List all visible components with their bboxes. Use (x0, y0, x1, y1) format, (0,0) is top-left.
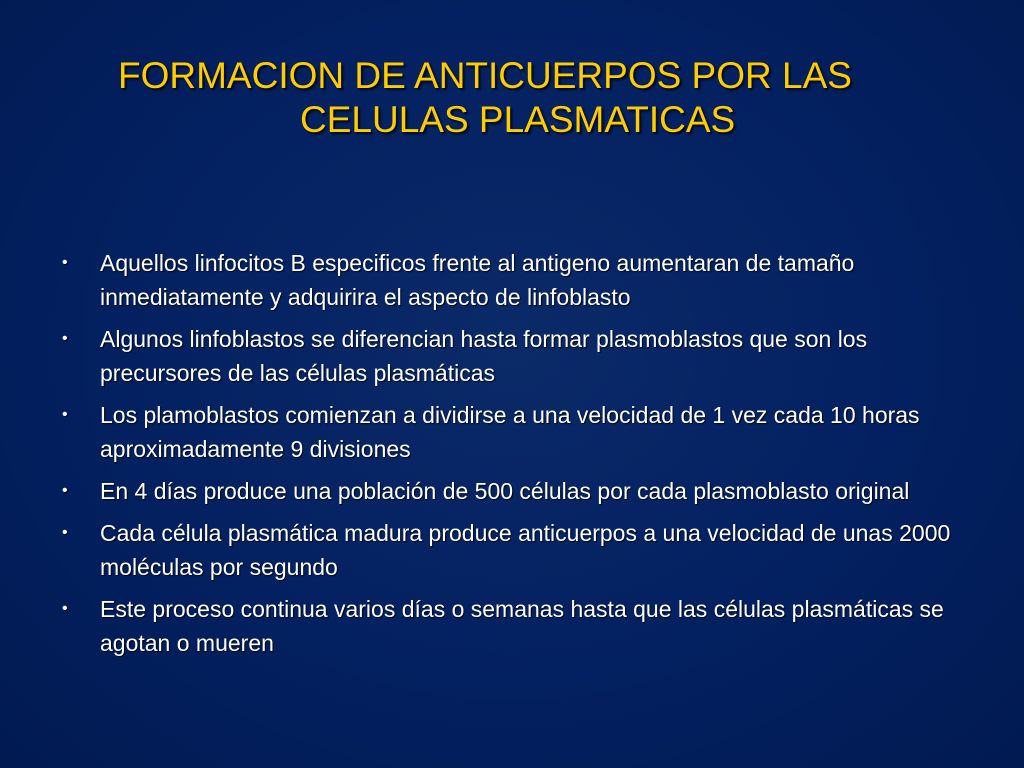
bullet-marker: • (62, 524, 68, 541)
bullet-item (60, 592, 965, 660)
slide-title-line-1: FORMACION DE ANTICUERPOS POR LAS (118, 55, 852, 96)
slide-title-line-2: CELULAS PLASMATICAS (300, 99, 736, 140)
bullet-text: Este proceso continua varios días o semanas hasta que las células plasmáticas se agotan o mueren (100, 596, 944, 656)
bullet-text: Los plamoblastos comienzan a dividirse a una velocidad de 1 vez cada 10 horas aproximadamente 9 divisiones (100, 402, 920, 462)
bullet-item (60, 474, 965, 508)
bullet-marker: • (62, 406, 68, 423)
slide-title (60, 54, 965, 142)
bullet-text: Algunos linfoblastos se diferencian hasta formar plasmoblastos que son los precursores de las células plasmáticas (100, 326, 868, 386)
bullet-item (60, 398, 965, 466)
bullet-list (60, 246, 965, 668)
bullet-marker: • (62, 482, 68, 499)
bullet-marker: • (62, 254, 68, 271)
bullet-item (60, 322, 965, 390)
bullet-text: Cada célula plasmática madura produce anticuerpos a una velocidad de unas 2000 moléculas por segundo (100, 520, 951, 580)
bullet-item (60, 246, 965, 314)
bullet-text: En 4 días produce una población de 500 células por cada plasmoblasto original (100, 478, 910, 504)
bullet-item (60, 516, 965, 584)
bullet-marker: • (62, 600, 68, 617)
bullet-text: Aquellos linfocitos B especificos frente al antigeno aumentaran de tamaño inmediatamente y adquirira el aspecto de linfoblasto (100, 250, 855, 310)
bullet-marker: • (62, 330, 68, 347)
